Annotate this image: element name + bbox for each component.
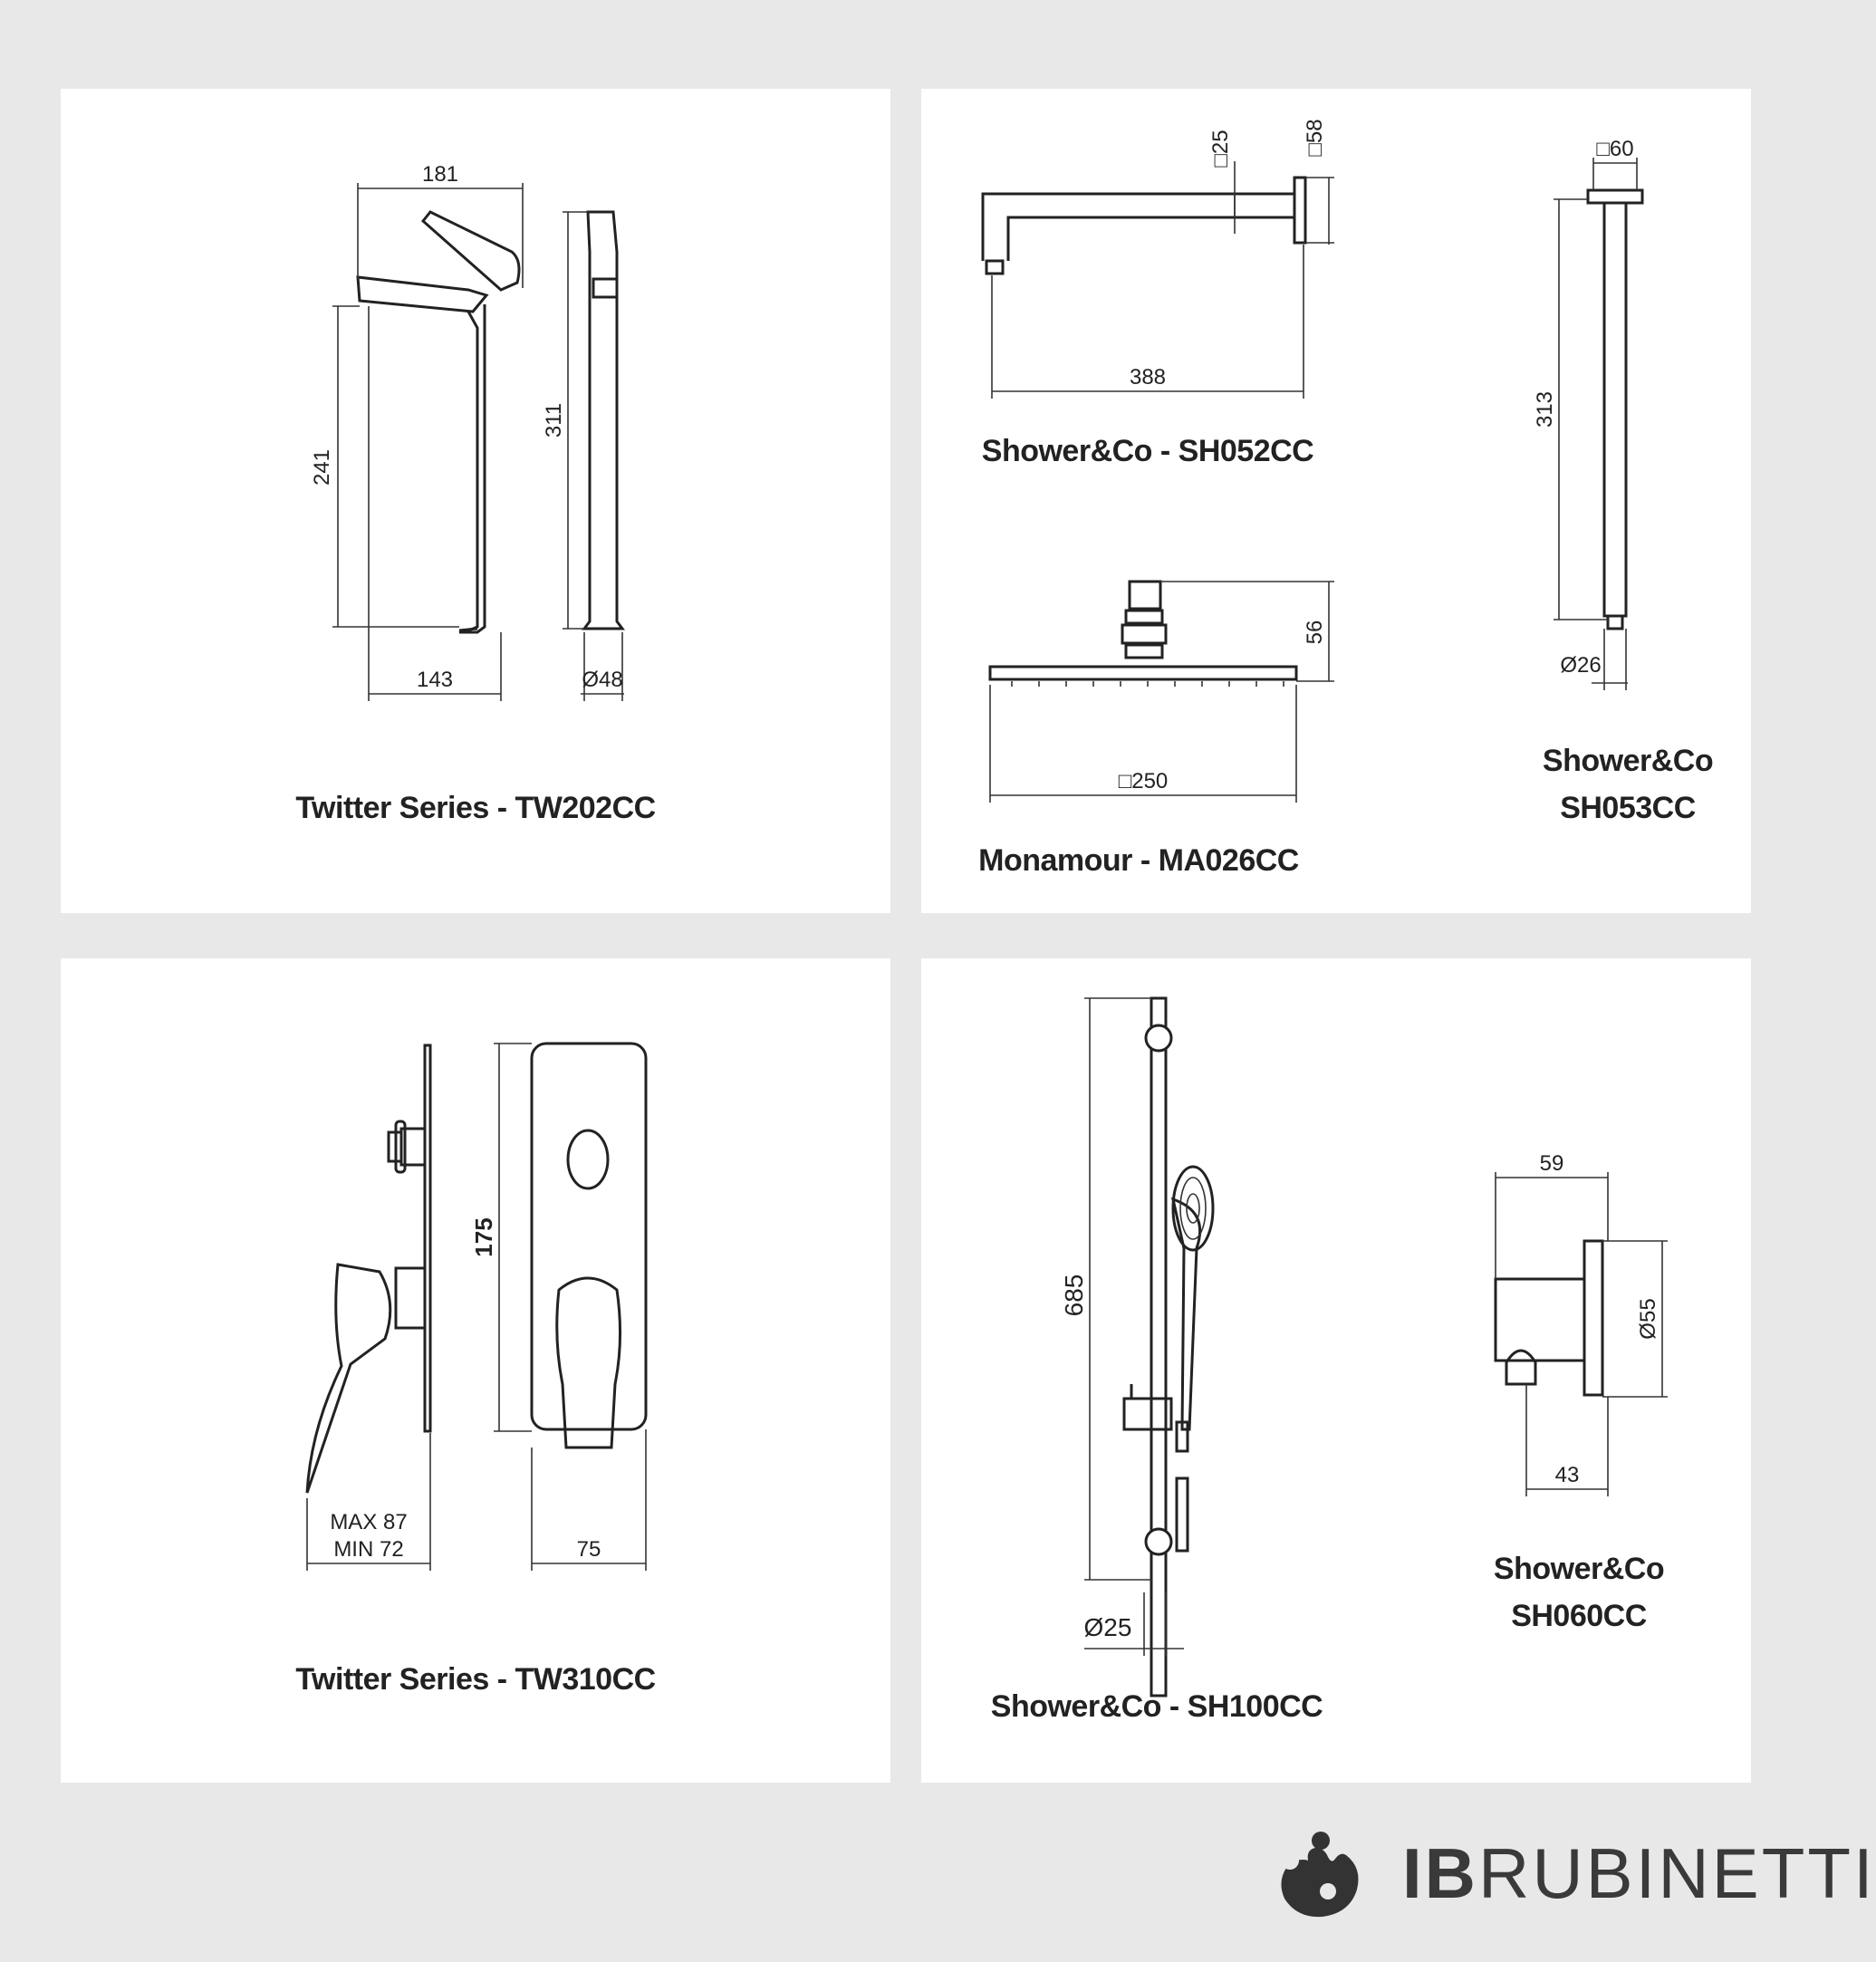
panel-tw310cc xyxy=(61,958,890,1783)
dim-181: 181 xyxy=(421,162,459,187)
caption-tw310cc: Twitter Series - TW310CC xyxy=(295,1662,656,1697)
dim-685: 685 xyxy=(1060,1274,1088,1317)
dim-311: 311 xyxy=(542,402,566,438)
wall-plate-side xyxy=(425,1045,430,1431)
wall-plate-front xyxy=(532,1044,646,1429)
caption-ma026cc: Monamour - MA026CC xyxy=(978,843,1299,878)
panel-shower-rail xyxy=(921,958,1751,1783)
ib-rubinetti-logo-icon xyxy=(1268,1828,1368,1920)
dim-sq250: □250 xyxy=(1118,769,1169,793)
brand-name-bold: IB xyxy=(1402,1833,1478,1913)
brand-name xyxy=(1402,1833,1876,1913)
outlet-nozzle xyxy=(1506,1351,1535,1384)
dim-388: 388 xyxy=(1129,365,1167,390)
dim-sq25: □25 xyxy=(1208,130,1233,168)
dim-143: 143 xyxy=(416,668,454,692)
dim-43: 43 xyxy=(1554,1463,1580,1487)
rail-bracket-bottom xyxy=(1146,1529,1171,1554)
outlet-flange xyxy=(1584,1241,1602,1395)
caption-sh060cc-line1: Shower&Co xyxy=(1493,1552,1665,1586)
outlet-body xyxy=(1496,1279,1584,1361)
lever-front xyxy=(557,1278,621,1447)
dim-26: Ø26 xyxy=(1560,653,1602,678)
ceiling-flange xyxy=(1588,190,1642,203)
head-connector-top xyxy=(1130,582,1160,609)
dim-241: 241 xyxy=(310,448,334,486)
caption-sh053cc-line2: SH053CC xyxy=(1560,791,1696,825)
dim-56: 56 xyxy=(1303,620,1327,645)
hand-shower-head xyxy=(1173,1167,1213,1250)
shower-head-plate xyxy=(990,667,1296,679)
caption-sh052cc: Shower&Co - SH052CC xyxy=(981,434,1314,468)
dim-175: 175 xyxy=(470,1217,497,1257)
rail-bracket-top xyxy=(1146,1025,1171,1051)
dim-max87: MAX 87 xyxy=(330,1510,408,1534)
caption-sh053cc-line1: Shower&Co xyxy=(1542,744,1714,778)
nozzles xyxy=(1012,681,1284,687)
lever-handle xyxy=(423,212,519,290)
shower-rail-drawing xyxy=(921,958,1751,1783)
brand-logo-block xyxy=(1268,1821,1876,1920)
brand-name-rest: RUBINETTI xyxy=(1478,1833,1876,1913)
dim-sq58: □58 xyxy=(1303,119,1327,157)
dim-25: Ø25 xyxy=(1083,1613,1132,1641)
shower-arm xyxy=(983,194,1294,261)
lever-side xyxy=(307,1265,390,1493)
dim-sq60: □60 xyxy=(1596,137,1634,161)
panel-tw202cc xyxy=(61,89,890,913)
panel-shower-heads xyxy=(921,89,1751,913)
faucet-body xyxy=(459,304,485,632)
arm-flange xyxy=(1294,178,1305,243)
caption-tw202cc: Twitter Series - TW202CC xyxy=(295,791,656,825)
spout xyxy=(358,277,486,312)
slider xyxy=(1124,1399,1171,1429)
ceiling-arm xyxy=(1604,203,1626,616)
dim-55: Ø55 xyxy=(1636,1298,1660,1340)
dim-313: 313 xyxy=(1533,390,1557,428)
dim-min72: MIN 72 xyxy=(333,1537,404,1562)
hose-connector xyxy=(1177,1478,1188,1551)
caption-sh100cc: Shower&Co - SH100CC xyxy=(990,1689,1323,1724)
dim-48: Ø48 xyxy=(582,668,623,692)
caption-sh060cc-line2: SH060CC xyxy=(1511,1599,1647,1633)
slide-rail xyxy=(1151,998,1166,1696)
diverter-knob xyxy=(568,1130,608,1188)
side-view xyxy=(584,212,622,629)
dim-75: 75 xyxy=(576,1537,601,1562)
dim-59: 59 xyxy=(1539,1151,1564,1176)
